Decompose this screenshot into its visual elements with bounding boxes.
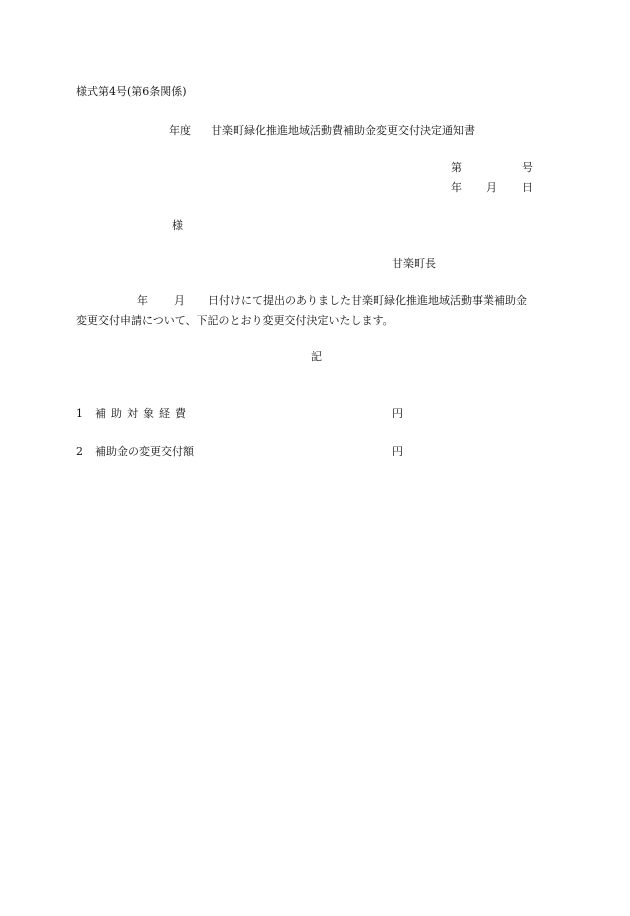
body-line2: 変更交付申請について、下記のとおり変更交付決定いたします。 xyxy=(76,314,394,327)
issuer: 甘楽町長 xyxy=(392,257,436,270)
body-month: 月 xyxy=(174,294,185,307)
reference-month: 月 xyxy=(486,181,497,194)
title-text: 甘楽町緑化推進地域活動費補助金変更交付決定通知書 xyxy=(211,124,475,137)
recipient-suffix: 様 xyxy=(172,219,183,232)
reference-dai: 第 xyxy=(451,161,462,174)
item-label: 補助対象経費 xyxy=(95,407,191,420)
ki-heading: 記 xyxy=(311,350,322,363)
item-unit: 円 xyxy=(392,407,403,420)
form-number: 様式第4号(第6条関係) xyxy=(76,85,187,98)
body-year: 年 xyxy=(137,294,148,307)
item-unit: 円 xyxy=(392,445,403,458)
reference-year: 年 xyxy=(451,181,462,194)
title-year-label: 年度 xyxy=(169,124,191,137)
document-title xyxy=(169,124,475,138)
item-number: 2 xyxy=(76,445,83,458)
item-label: 補助金の変更交付額 xyxy=(95,445,194,458)
reference-go: 号 xyxy=(522,161,533,174)
reference-day: 日 xyxy=(522,181,533,194)
body-line1: 日付けにて提出のありました甘楽町緑化推進地域活動事業補助金 xyxy=(208,294,527,307)
item-number: 1 xyxy=(76,407,83,420)
